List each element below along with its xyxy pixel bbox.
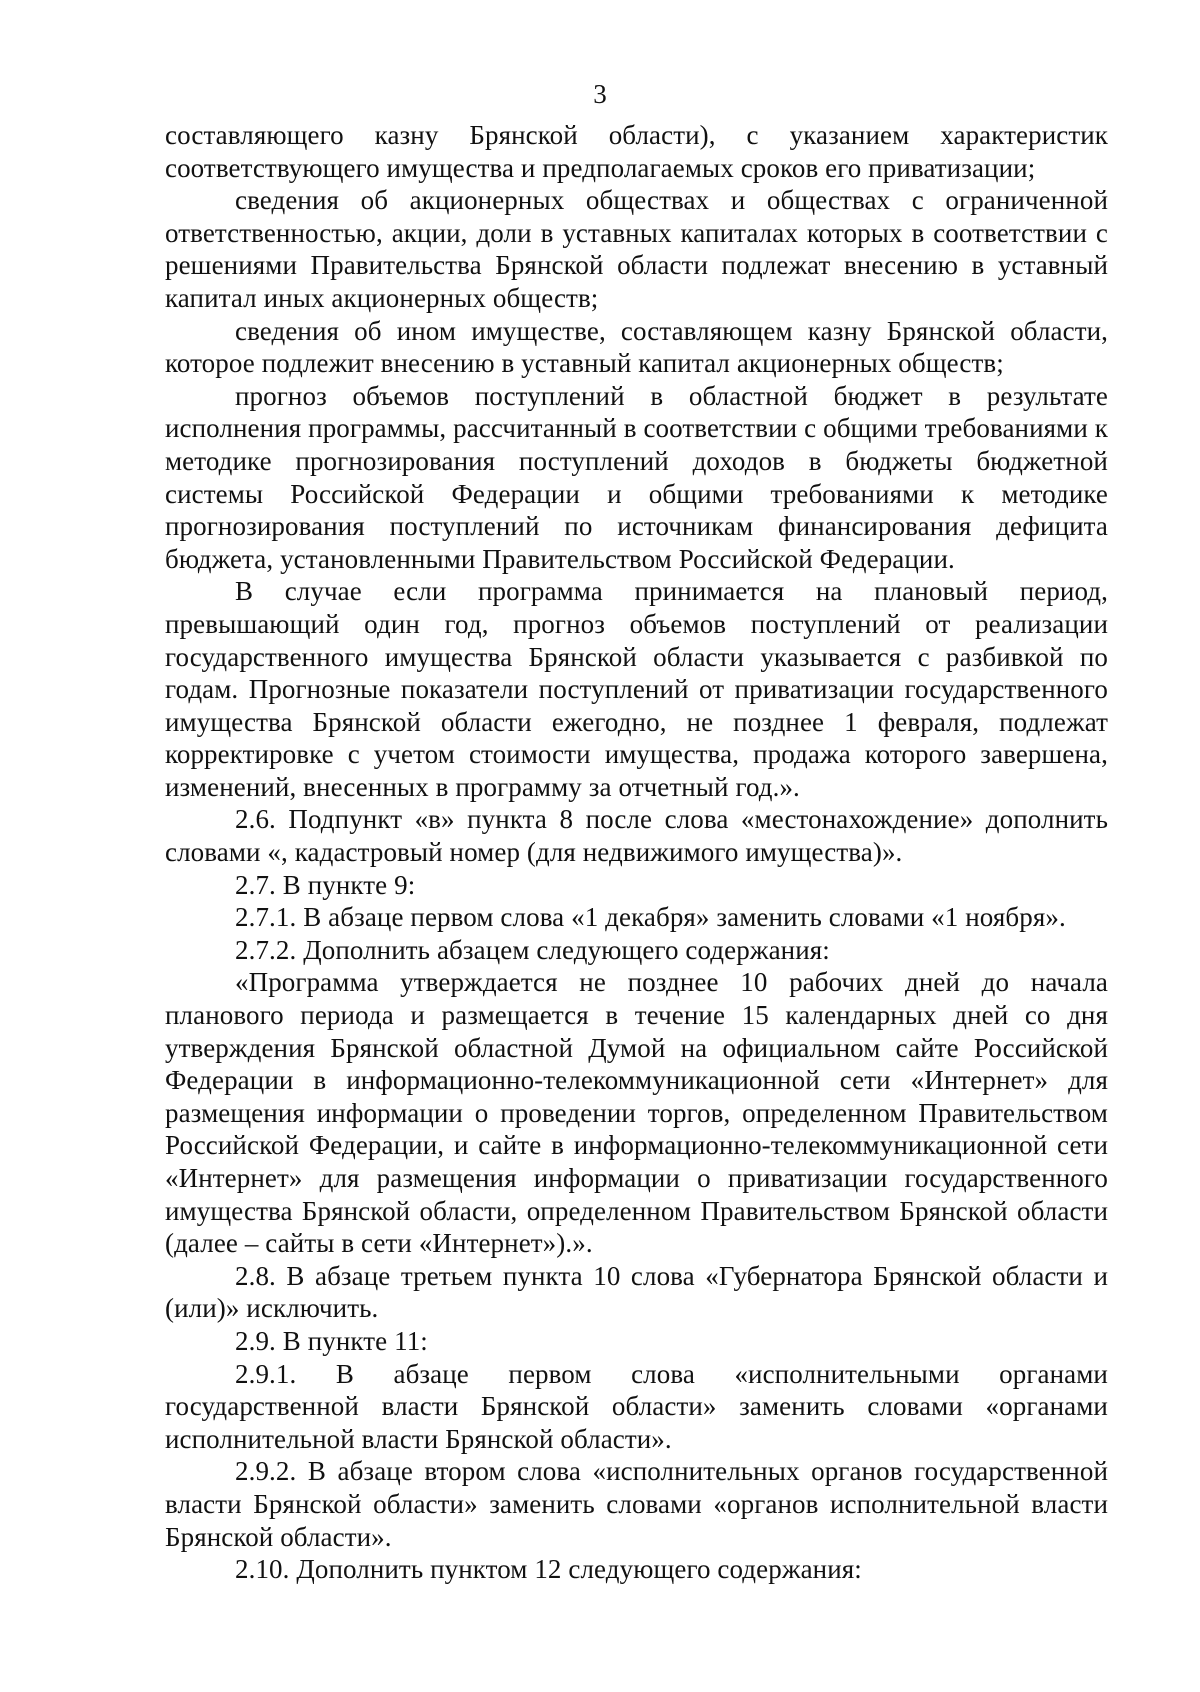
paragraph-continuation: составляющего казну Брянской области), с указанием характеристик соответствующего имущества и предполагаемых сроков его приватизации; [165,120,1108,183]
paragraph-joint-stock-info: сведения об акционерных обществах и обществах с ограниченной ответственностью, акции, доли в уставных капиталах которых в соответствии с решениями Правительства Брянской области подлежат внесению в уставный капитал иных акционерных обществ; [165,185,1108,313]
paragraph-item-2-7-1: 2.7.1. В абзаце первом слова «1 декабря» заменить словами «1 ноября». [235,902,1066,933]
paragraph-item-2-6: 2.6. Подпункт «в» пункта 8 после слова «местонахождение» дополнить словами «, кадастровый номер (для недвижимого имущества)». [165,804,1108,868]
document-body [165,119,1108,1586]
paragraph-item-2-7: 2.7. В пункте 9: [235,869,416,900]
paragraph-other-property-info: сведения об ином имуществе, составляющем казну Брянской области, которое подлежит внесению в уставный капитал акционерных обществ; [165,315,1108,379]
page-number: 3 [593,79,607,109]
paragraph-item-2-9: 2.9. В пункте 11: [235,1325,428,1356]
paragraph-program-approval: «Программа утверждается не позднее 10 рабочих дней до начала планового периода и размещается в течение 15 календарных дней со дня утверждения Брянской областной Думой на официальном сайте Российской Федерации в информационно-телекоммуникационной сети «Интернет» для размещения информации о проведении торгов, определенном Правительством Российской Федерации, и сайте в информационно-телекоммуникационной сети «Интернет» для размещения информации о приватизации государственного имущества Брянской области, определенном Правительством Брянской области (далее – сайты в сети «Интернет»).». [165,967,1108,1259]
paragraph-planning-period: В случае если программа принимается на плановый период, превышающий один год, прогноз объемов поступлений от реализации государственного имущества Брянской области указывается с разбивкой по годам. Прогнозные показатели поступлений от приватизации государственного имущества Брянской области ежегодно, не позднее 1 февраля, подлежат корректировке с учетом стоимости имущества, продажа которого завершена, изменений, внесенных в программу за отчетный год.». [165,576,1108,802]
paragraph-item-2-8: 2.8. В абзаце третьем пункта 10 слова «Губернатора Брянской области и (или)» исключить. [165,1260,1108,1324]
paragraph-revenue-forecast: прогноз объемов поступлений в областной бюджет в результате исполнения программы, рассчитанный в соответствии с общими требованиями к методике прогнозирования поступлений доходов в бюджеты бюджетной системы Российской Федерации и общими требованиями к методике прогнозирования поступлений по источникам финансирования дефицита бюджета, установленными Правительством Российской Федерации. [165,380,1108,574]
paragraph-item-2-10: 2.10. Дополнить пунктом 12 следующего содержания: [235,1554,862,1585]
paragraph-item-2-9-1: 2.9.1. В абзаце первом слова «исполнительными органами государственной власти Брянской области» заменить словами «органами исполнительной власти Брянской области». [165,1358,1108,1454]
paragraph-item-2-9-2: 2.9.2. В абзаце втором слова «исполнительных органов государственной власти Брянской области» заменить словами «органов исполнительной власти Брянской области». [165,1456,1108,1552]
paragraph-item-2-7-2: 2.7.2. Дополнить абзацем следующего содержания: [235,934,830,965]
